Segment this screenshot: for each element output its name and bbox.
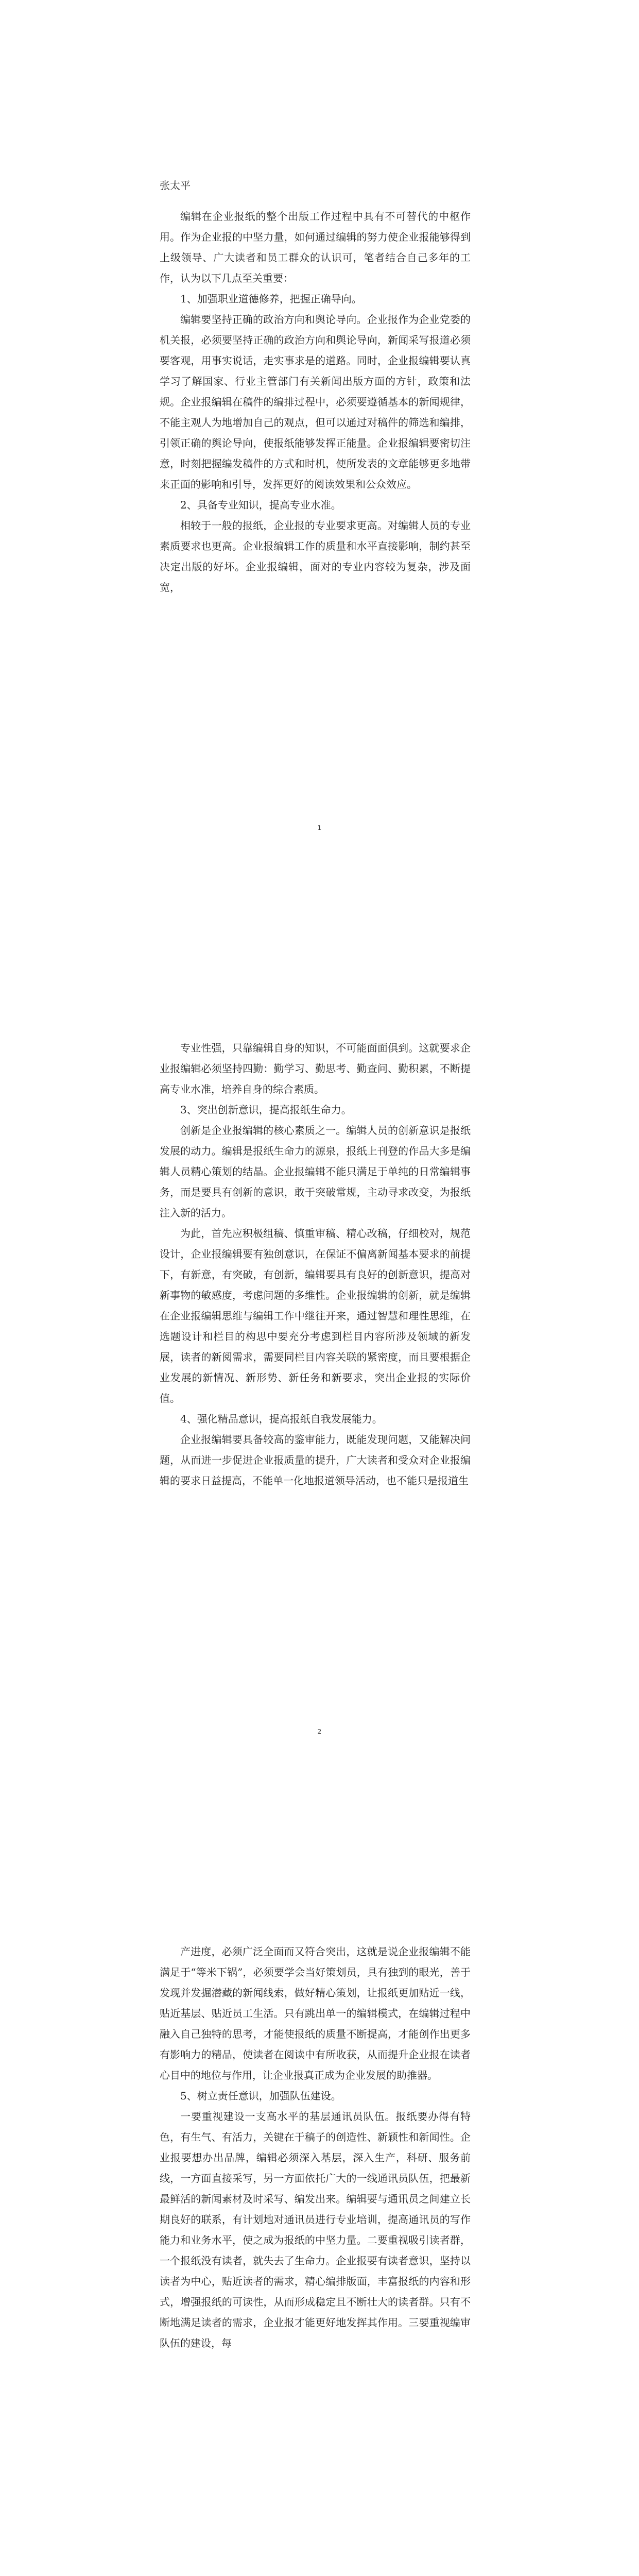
document-page-2: [0, 904, 639, 1807]
page-3-content: [160, 1941, 471, 2353]
document-page-1: [0, 0, 639, 904]
section-heading-4: 4、强化精品意识，提高报纸自我发展能力。: [180, 1413, 383, 1425]
page-2-content: [160, 1038, 471, 1491]
paragraph: 为此，首先应积极组稿、慎重审稿、精心改稿，仔细校对，规范设计，企业报编辑要有独创意识，在保证不偏离新闻基本要求的前提下，有新意，有突破，有创新，编辑要具有良好的创新意识，提高对新事物的敏感度，考虑问题的多维性。企业报编辑的创新，就是编辑在企业报编辑思维与编辑工作中继往开来，通过智慧和理性思维，在选题设计和栏目的构思中要充分考虑到栏目内容所涉及领域的新发展，读者的新阅需求，需要同栏目内容关联的紧密度，而且要根据企业发展的新情况、新形势、新任务和新要求，突出企业报的实际价值。: [160, 1227, 471, 1404]
section-heading-2: 2、具备专业知识，提高专业水准。: [180, 499, 341, 511]
paragraph: 产进度，必须广泛全面而又符合突出，这就是说企业报编辑不能满足于“等米下锅”，必须要学会当好策划员，具有独到的眼光，善于发现并发掘潜藏的新闻线索，做好精心策划，让报纸更加贴近一线，贴近基层、贴近员工生活。只有跳出单一的编辑模式，在编辑过程中融入自己独特的思考，才能使报纸的质量不断提高，才能创作出更多有影响力的精品，使读者在阅读中有所收获，从而提升企业报在读者心目中的地位与作用，让企业报真正成为企业发展的助推器。: [160, 1945, 471, 2081]
section-heading-3: 3、突出创新意识，提高报纸生命力。: [180, 1104, 352, 1116]
paragraph: 创新是企业报编辑的核心素质之一。编辑人员的创新意识是报纸发展的动力。编辑是报纸生命力的源泉，报纸上刊登的作品大多是编辑人员精心策划的结晶。企业报编辑不能只满足于单纯的日常编辑事务，而是要具有创新的意识，敢于突破常规，主动寻求改变，为报纸注入新的活力。: [160, 1124, 471, 1219]
section-heading-1: 1、加强职业道德修养，把握正确导向。: [180, 293, 362, 305]
paragraph: 编辑要坚持正确的政治方向和舆论导向。企业报作为企业党委的机关报，必须要坚持正确的政治方向和舆论导向，新闻采写报道必须要客观，用事实说话，走实事求是的道路。同时，企业报编辑要认真学习了解国家、行业主管部门有关新闻出版方面的方针，政策和法规。企业报编辑在稿件的编排过程中，必须要遵循基本的新闻规律，不能主观人为地增加自己的观点，但可以通过对稿件的筛选和编排，引领正确的舆论导向，使报纸能够发挥正能量。企业报编辑要密切注意，时刻把握编发稿件的方式和时机，使所发表的文章能够更多地带来正面的影响和引导，发挥更好的阅读效果和公众效应。: [160, 313, 471, 490]
page-number: 1: [317, 824, 322, 832]
page-number: 2: [317, 1728, 322, 1735]
paragraph: 专业性强，只靠编辑自身的知识，不可能面面俱到。这就要求企业报编辑必须坚持四勤：勤学习、勤思考、勤查问、勤积累，不断提高专业水准，培养自身的综合素质。: [160, 1042, 471, 1095]
paragraph: 企业报编辑要具备较高的鉴审能力，既能发现问题，又能解决问题，从而进一步促进企业报质量的提升，广大读者和受众对企业报编辑的要求日益提高，不能单一化地报道领导活动，也不能只是报道生: [160, 1433, 471, 1487]
section-heading-5: 5、树立责任意识，加强队伍建设。: [180, 2090, 341, 2102]
paragraph: 相较于一般的报纸，企业报的专业要求更高。对编辑人员的专业素质要求也更高。企业报编辑工作的质量和水平直接影响，制约甚至决定出版的好坏。企业报编辑，面对的专业内容较为复杂，涉及面宽，: [160, 519, 471, 594]
paragraph: 一要重视建设一支高水平的基层通讯员队伍。报纸要办得有特色，有生气、有活力，关键在于稿子的创造性、新颖性和新闻性。企业报要想办出品牌，编辑必须深入基层，深入生产，科研、服务前线，一方面直接采写，另一方面依托广大的一线通讯员队伍，把最新最鲜活的新闻素材及时采写、编发出来。编辑要与通讯员之间建立长期良好的联系，有计划地对通讯员进行专业培训，提高通讯员的写作能力和业务水平，使之成为报纸的中坚力量。二要重视吸引读者群，一个报纸没有读者，就失去了生命力。企业报要有读者意识，坚持以读者为中心，贴近读者的需求，精心编排版面，丰富报纸的内容和形式，增强报纸的可读性，从而形成稳定且不断壮大的读者群。只有不断地满足读者的需求，企业报才能更好地发挥其作用。三要重视编审队伍的建设，每: [160, 2110, 471, 2349]
paragraph: 编辑在企业报纸的整个出版工作过程中具有不可替代的中枢作用。作为企业报的中坚力量，如何通过编辑的努力使企业报能够得到上级领导、广大读者和员工群众的认识可，笔者结合自己多年的工作，认为以下几点至关重要：: [160, 210, 471, 284]
page-1-content: [160, 175, 471, 598]
author-name: 张太平: [160, 179, 191, 192]
document-page-3: [0, 1807, 639, 2576]
